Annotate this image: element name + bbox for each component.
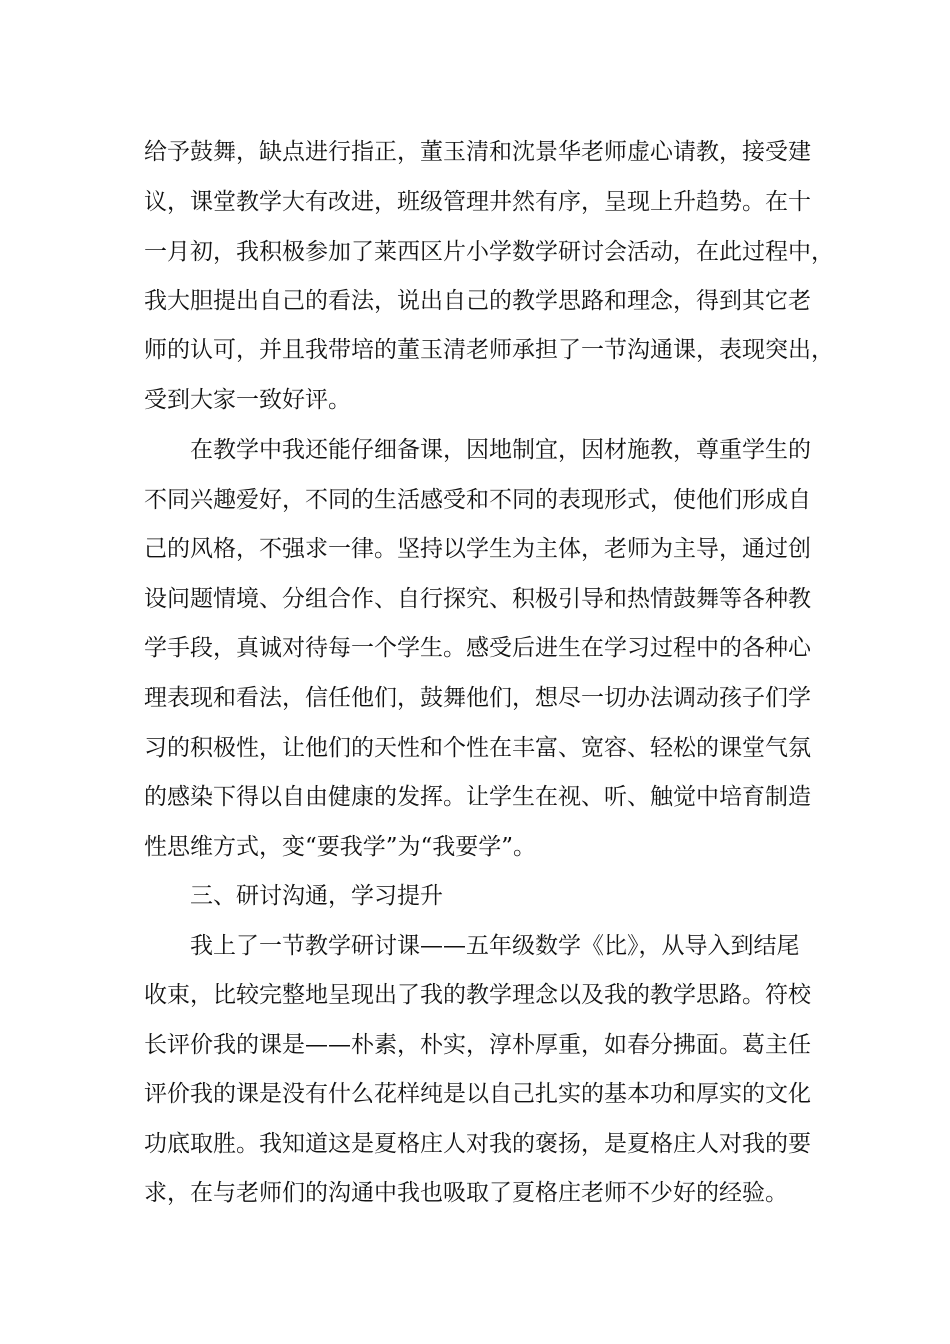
text-line: 收束，比较完整地呈现出了我的教学理念以及我的教学思路。符校 [144, 982, 811, 1008]
paragraph-3-line-6 [0, 1173, 950, 1213]
text-line: 学手段，真诚对待每一个学生。感受后进生在学习过程中的各种心 [144, 635, 811, 661]
text-line: 习的积极性，让他们的天性和个性在丰富、宽容、轻松的课堂气氛 [144, 735, 811, 761]
paragraph-3-line-3 [0, 1025, 950, 1065]
paragraph-1-line-5 [0, 330, 950, 370]
text-line: 长评价我的课是——朴素，朴实，淳朴厚重，如春分拂面。葛主任 [144, 1032, 811, 1058]
paragraph-2-line-9 [0, 827, 950, 867]
text-line: 求，在与老师们的沟通中我也吸取了夏格庄老师不少好的经验。 [144, 1180, 788, 1206]
paragraph-1-line-4 [0, 281, 950, 321]
text-line: 功底取胜。我知道这是夏格庄人对我的褒扬，是夏格庄人对我的要 [144, 1131, 811, 1157]
text-line: 评价我的课是没有什么花样纯是以自己扎实的基本功和厚实的文化 [144, 1081, 811, 1107]
paragraph-1-line-3 [0, 232, 950, 272]
text-line: 不同兴趣爱好，不同的生活感受和不同的表现形式，使他们形成自 [144, 487, 811, 513]
paragraph-2-line-1 [0, 430, 950, 470]
text-line: 我上了一节教学研讨课——五年级数学《比》，从导入到结尾 [190, 933, 800, 959]
paragraph-2-line-8 [0, 777, 950, 817]
section-heading [0, 876, 950, 916]
text-line: 理表现和看法，信任他们，鼓舞他们，想尽一切办法调动孩子们学 [144, 685, 811, 711]
text-line: 一月初，我积极参加了莱西区片小学数学研讨会活动，在此过程中， [144, 239, 834, 265]
paragraph-1-line-1 [0, 132, 950, 172]
paragraph-2-line-4 [0, 579, 950, 619]
text-line: 性思维方式，变“要我学”为“我要学”。 [144, 834, 537, 860]
section-heading-text: 三、研讨沟通，学习提升 [190, 883, 443, 909]
paragraph-2-line-5 [0, 628, 950, 668]
paragraph-3-line-1 [0, 926, 950, 966]
paragraph-3-line-5 [0, 1124, 950, 1164]
text-line: 设问题情境、分组合作、自行探究、积极引导和热情鼓舞等各种教 [144, 586, 811, 612]
text-line: 受到大家一致好评。 [144, 387, 351, 413]
text-line: 在教学中我还能仔细备课，因地制宜，因材施教，尊重学生的 [190, 437, 811, 463]
paragraph-1-line-6 [0, 380, 950, 420]
text-line: 师的认可，并且我带培的董玉清老师承担了一节沟通课，表现突出， [144, 337, 834, 363]
text-line: 议，课堂教学大有改进，班级管理井然有序，呈现上升趋势。在十 [144, 189, 811, 215]
text-line: 给予鼓舞，缺点进行指正，董玉清和沈景华老师虚心请教，接受建 [144, 139, 811, 165]
paragraph-2-line-6 [0, 678, 950, 718]
paragraph-2-line-2 [0, 480, 950, 520]
paragraph-3-line-4 [0, 1074, 950, 1114]
text-line: 己的风格，不强求一律。坚持以学生为主体，老师为主导，通过创 [144, 536, 811, 562]
paragraph-2-line-7 [0, 728, 950, 768]
text-line: 的感染下得以自由健康的发挥。让学生在视、听、触觉中培育制造 [144, 784, 811, 810]
paragraph-3-line-2 [0, 975, 950, 1015]
paragraph-2-line-3 [0, 529, 950, 569]
paragraph-1-line-2 [0, 182, 950, 222]
text-line: 我大胆提出自己的看法，说出自己的教学思路和理念，得到其它老 [144, 288, 811, 314]
